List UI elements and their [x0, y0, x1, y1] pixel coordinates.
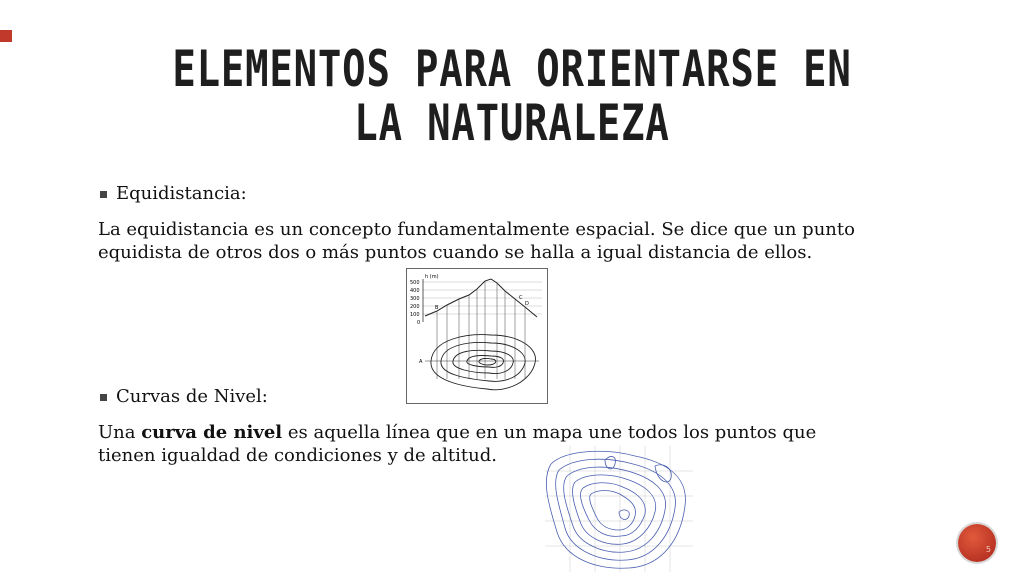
contour-map-image [545, 446, 693, 572]
curvas-text-start: Una [98, 422, 142, 443]
slide-number-circle[interactable] [958, 524, 996, 562]
slide-accent-marker [0, 30, 12, 42]
tick-label: 400 [410, 288, 420, 294]
bullet-square-icon [100, 191, 107, 198]
slide-number: 5 [985, 545, 991, 554]
tick-label: 0 [417, 320, 421, 326]
tick-label: 300 [410, 296, 420, 302]
profile-diagram [407, 269, 547, 403]
bullet-square-icon [100, 394, 107, 401]
bullet-label: Curvas de Nivel: [116, 386, 268, 407]
curvas-text-bold: curva de nivel [141, 422, 283, 443]
bullet-curvas-de-nivel [100, 386, 268, 408]
equidistancia-paragraph: La equidistancia es un concepto fundamentalmente espacial. Se dice que un punto equidista de otros dos o más puntos cuando se halla a igual distancia de ellos. [98, 219, 855, 263]
tick-label: 500 [410, 280, 420, 286]
equidistance-profile-figure [406, 268, 548, 404]
curvas-text-end: es aquella línea que en un mapa une todos los puntos que tienen igualdad de condiciones y de altitud. [98, 422, 817, 466]
point-label: A [419, 359, 423, 365]
tick-label: 200 [410, 304, 420, 310]
tick-label: 100 [410, 312, 420, 318]
axis-label: h (m) [425, 274, 439, 280]
contour-map-figure [545, 446, 693, 572]
point-label: D [525, 301, 529, 307]
point-label: B [435, 305, 439, 311]
bullet-equidistancia [100, 183, 247, 205]
curvas-paragraph [98, 421, 878, 467]
bullet-label: Equidistancia: [116, 183, 247, 204]
slide-title: ELEMENTOS PARA ORIENTARSE EN LA NATURALEZA [172, 40, 852, 152]
point-label: C [519, 295, 523, 301]
